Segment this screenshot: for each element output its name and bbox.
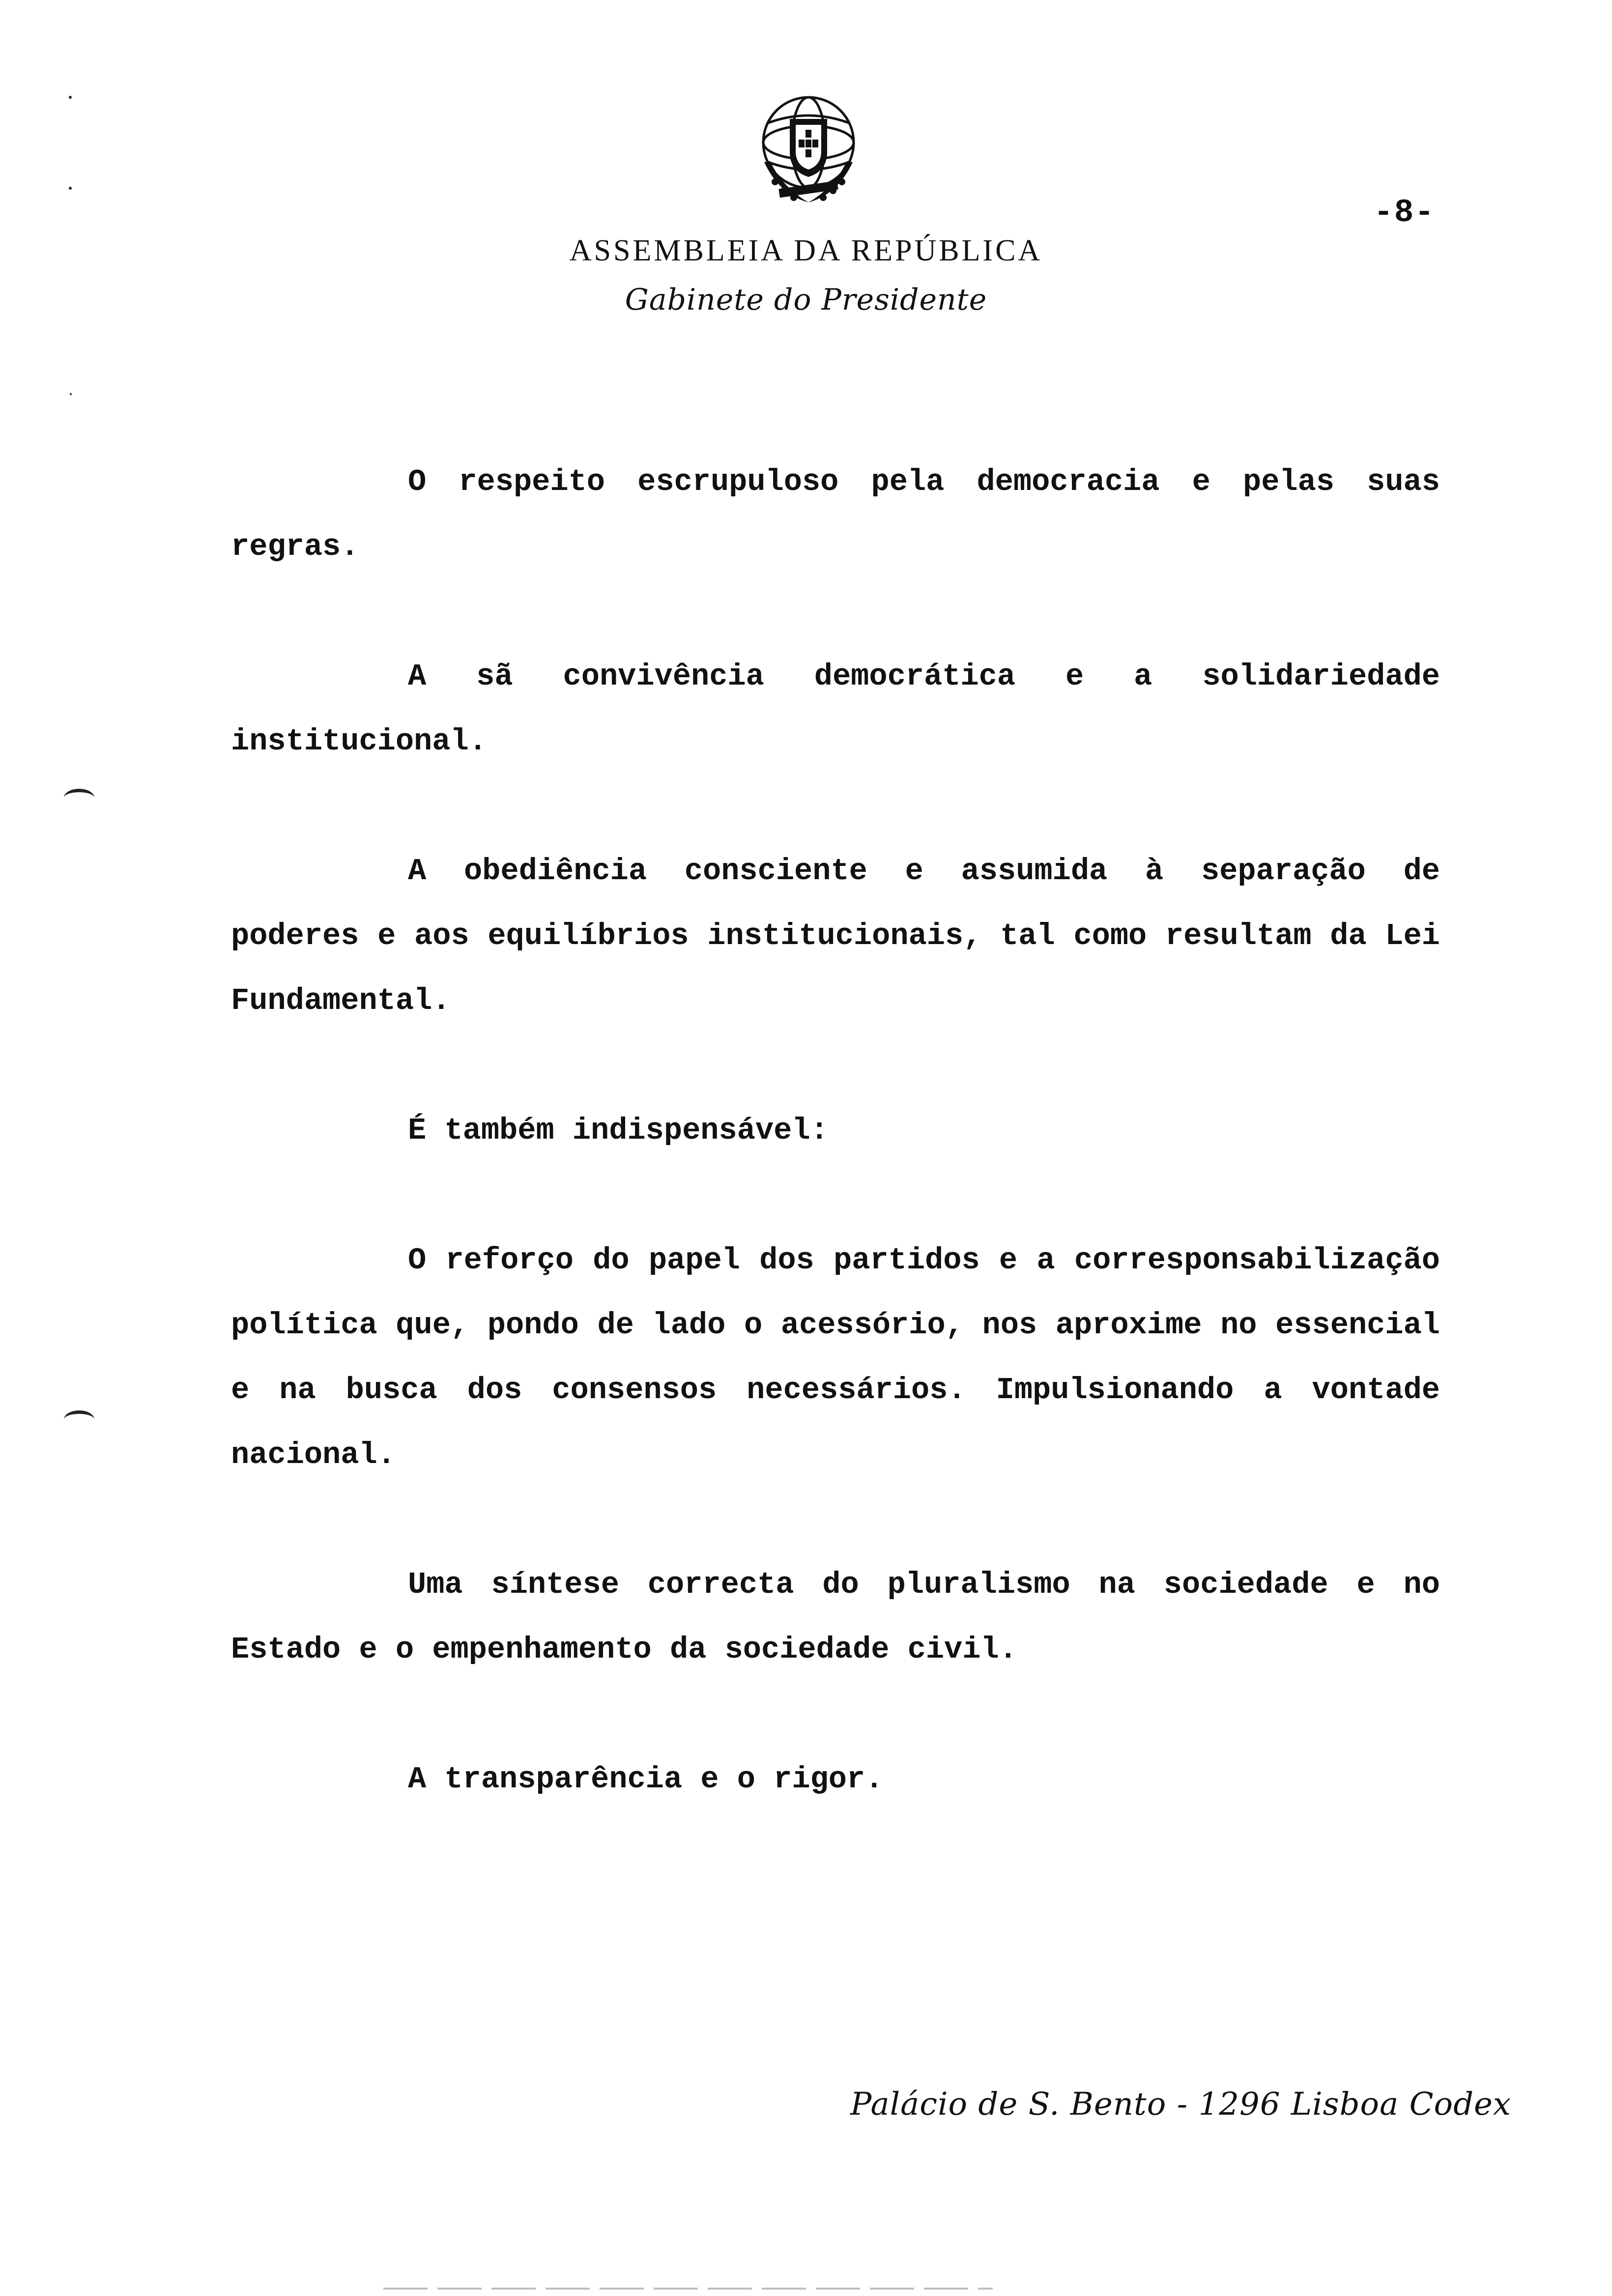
office-name: Gabinete do Presidente xyxy=(625,283,987,317)
letter-body xyxy=(231,450,1440,1877)
hole-punch-mark xyxy=(64,789,94,807)
page-number: -8- xyxy=(1374,194,1435,231)
paragraph: Uma síntese correcta do pluralismo na sociedade e no Estado e o empenhamento da sociedade civil. xyxy=(231,1567,1440,1667)
scan-mark xyxy=(70,393,72,395)
hole-punch-mark xyxy=(64,1410,94,1429)
paragraph: A transparência e o rigor. xyxy=(408,1762,884,1797)
footer-address: Palácio de S. Bento - 1296 Lisboa Codex xyxy=(850,2086,1511,2123)
scan-edge-line xyxy=(383,2288,993,2290)
institution-name: ASSEMBLEIA DA REPÚBLICA xyxy=(569,234,1043,267)
paragraph: A sã convivência democrática e a solidariedade institucional. xyxy=(231,659,1440,759)
paragraph: A obediência consciente e assumida à separação de poderes e aos equilíbrios institucionais, tal como resultam da Lei Fundamental. xyxy=(231,854,1440,1018)
coat-of-arms-icon xyxy=(745,88,872,211)
scan-mark xyxy=(69,187,72,190)
paragraph: O respeito escrupuloso pela democracia e pelas suas regras. xyxy=(231,464,1440,564)
scan-mark xyxy=(69,96,72,99)
paragraph: É também indispensável: xyxy=(408,1113,829,1148)
paragraph: O reforço do papel dos partidos e a corresponsabilização política que, pondo de lado o acessório, nos aproxime no essencial e na busca dos consensos necessários. Impulsionando a vontade nacional. xyxy=(231,1243,1440,1472)
